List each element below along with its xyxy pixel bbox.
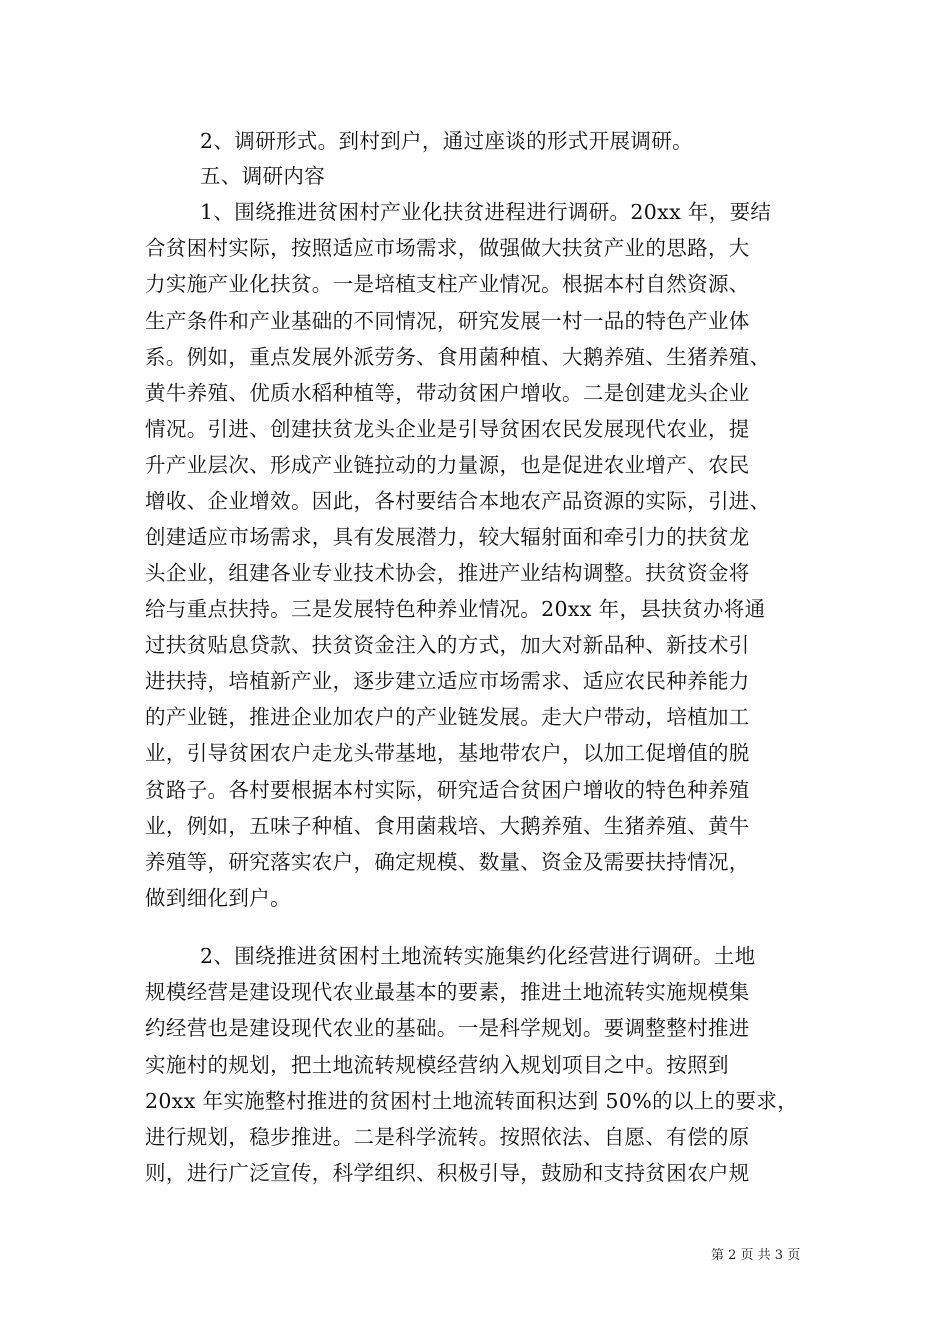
page-number: 第 2 页 共 3 页 (711, 1248, 801, 1263)
text-line: 合贫困村实际，按照适应市场需求，做强做大扶贫产业的思路，大 (145, 236, 750, 260)
text-line: 头企业，组建各业专业技术协会，推进产业结构调整。扶贫资金将 (145, 561, 750, 585)
text-line: 实施村的规划，把土地流转规模经营纳入规划项目之中。按照到 (145, 1053, 729, 1077)
text-line: 创建适应市场需求，具有发展潜力，较大辐射面和牵引力的扶贫龙 (145, 525, 750, 549)
text-line: 给与重点扶持。三是发展特色种养业情况。20xx 年，县扶贫办将通 (145, 597, 766, 621)
text-line: 过扶贫贴息贷款、扶贫资金注入的方式，加大对新品种、新技术引 (145, 633, 750, 657)
text-line: 1、围绕推进贫困村产业化扶贫进程进行调研。20xx 年，要结 (200, 200, 772, 224)
text-line: 贫路子。各村要根据本村实际，研究适合贫困户增收的特色种养殖 (145, 778, 750, 802)
text-line: 进扶持，培植新产业，逐步建立适应市场需求、适应农民种养能力 (145, 669, 750, 693)
text-line: 约经营也是建设现代农业的基础。一是科学规划。要调整整村推进 (145, 1016, 750, 1040)
text-line: 升产业层次、形成产业链拉动的力量源，也是促进农业增产、农民 (145, 453, 750, 477)
text-line: 2、围绕推进贫困村土地流转实施集约化经营进行调研。土地 (200, 944, 756, 968)
text-line: 做到细化到户。 (145, 886, 291, 910)
text-line: 规模经营是建设现代农业最基本的要素，推进土地流转实施规模集 (145, 980, 750, 1004)
text-line: 增收、企业增效。因此，各村要结合本地农产品资源的实际，引进、 (145, 489, 771, 513)
text-line: 20xx 年实施整村推进的贫困村土地流转面积达到 50%的以上的要求， (145, 1089, 799, 1113)
text-line: 业，例如，五味子种植、食用菌栽培、大鹅养殖、生猪养殖、黄牛 (145, 814, 750, 838)
text-line: 业，引导贫困农户走龙头带基地，基地带农户，以加工促增值的脱 (145, 741, 750, 765)
text-line: 生产条件和产业基础的不同情况，研究发展一村一品的特色产业体 (145, 309, 750, 333)
text-line: 五、调研内容 (200, 164, 326, 188)
text-line: 黄牛养殖、优质水稻种植等，带动贫困户增收。二是创建龙头企业 (145, 381, 750, 405)
text-line: 进行规划，稳步推进。二是科学流转。按照依法、自愿、有偿的原 (145, 1125, 750, 1149)
text-line: 力实施产业化扶贫。一是培植支柱产业情况。根据本村自然资源、 (145, 272, 750, 296)
text-line: 养殖等，研究落实农户，确定规模、数量、资金及需要扶持情况， (145, 850, 750, 874)
text-line: 的产业链，推进企业加农户的产业链发展。走大户带动，培植加工 (145, 705, 750, 729)
text-line: 则，进行广泛宣传，科学组织、积极引导，鼓励和支持贫困农户规 (145, 1161, 750, 1185)
text-line: 情况。引进、创建扶贫龙头企业是引导贫困农民发展现代农业，提 (145, 417, 750, 441)
text-line: 系。例如，重点发展外派劳务、食用菌种植、大鹅养殖、生猪养殖、 (145, 345, 771, 369)
text-line: 2、调研形式。到村到户，通过座谈的形式开展调研。 (200, 129, 693, 153)
